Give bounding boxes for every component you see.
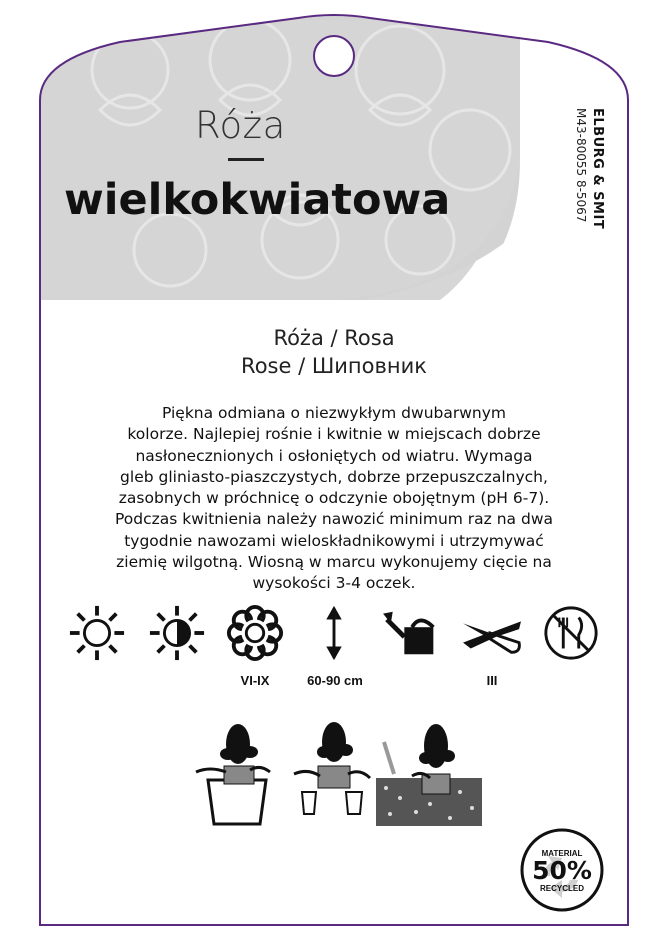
description-line: gleb gliniasto-piaszczystych, dobrze przepuszczalnych, xyxy=(120,467,548,486)
recycle-material-label: MATERIAL xyxy=(541,849,583,858)
pruning-caption: III xyxy=(486,673,498,688)
planting-step-1 xyxy=(196,724,270,824)
names-line2: Rose / Шиповник xyxy=(241,354,427,378)
watering-can-icon xyxy=(382,604,446,662)
product-code: M43-80055 8-5067 xyxy=(574,108,588,223)
title-line2: wielkokwiatowa xyxy=(64,175,451,225)
planting-steps-illustration xyxy=(190,714,490,826)
header-pattern xyxy=(0,0,560,310)
sun-icon xyxy=(68,604,126,662)
description-line: wysokości 3-4 oczek. xyxy=(252,574,416,593)
names-line1: Róża / Rosa xyxy=(273,326,395,350)
title-dash xyxy=(228,158,264,161)
care-icons xyxy=(0,604,668,668)
not-edible-icon xyxy=(542,604,600,662)
flowering-caption: VI-IX xyxy=(240,673,270,688)
description-line: Podczas kwitnienia należy nawozić minimum raz na dwa xyxy=(115,510,553,529)
title-line1: Róża xyxy=(195,104,286,147)
description-line: kolorze. Najlepiej rośnie i kwitnie w miejscach dobrze xyxy=(127,425,541,444)
planting-step-3 xyxy=(376,724,482,826)
flower-icon xyxy=(226,604,284,662)
recycle-percent: 50% xyxy=(532,856,592,885)
height-caption: 60-90 cm xyxy=(307,673,363,688)
brand-name: ELBURG & SMIT xyxy=(590,108,605,230)
half-sun-icon xyxy=(148,604,206,662)
planting-step-2 xyxy=(294,722,370,814)
height-icon xyxy=(305,604,363,662)
pruning-shears-icon xyxy=(460,604,524,662)
description-line: zasobnych w próchnicę o odczynie obojętnym (pH 6-7). xyxy=(118,489,550,508)
description-line: nasłonecznionych i osłoniętych od wiatru. Wymaga xyxy=(135,446,533,465)
recycle-recycled-label: RECYCLED xyxy=(539,884,584,893)
description-line: tygodnie nawozami wieloskładnikowymi i utrzymywać xyxy=(124,531,544,550)
description-line: Piękna odmiana o niezwykłym dwubarwnym xyxy=(161,404,506,422)
description-line: ziemię wilgotną. Wiosną w marcu wykonujemy cięcie na xyxy=(116,553,552,572)
description xyxy=(80,403,588,595)
